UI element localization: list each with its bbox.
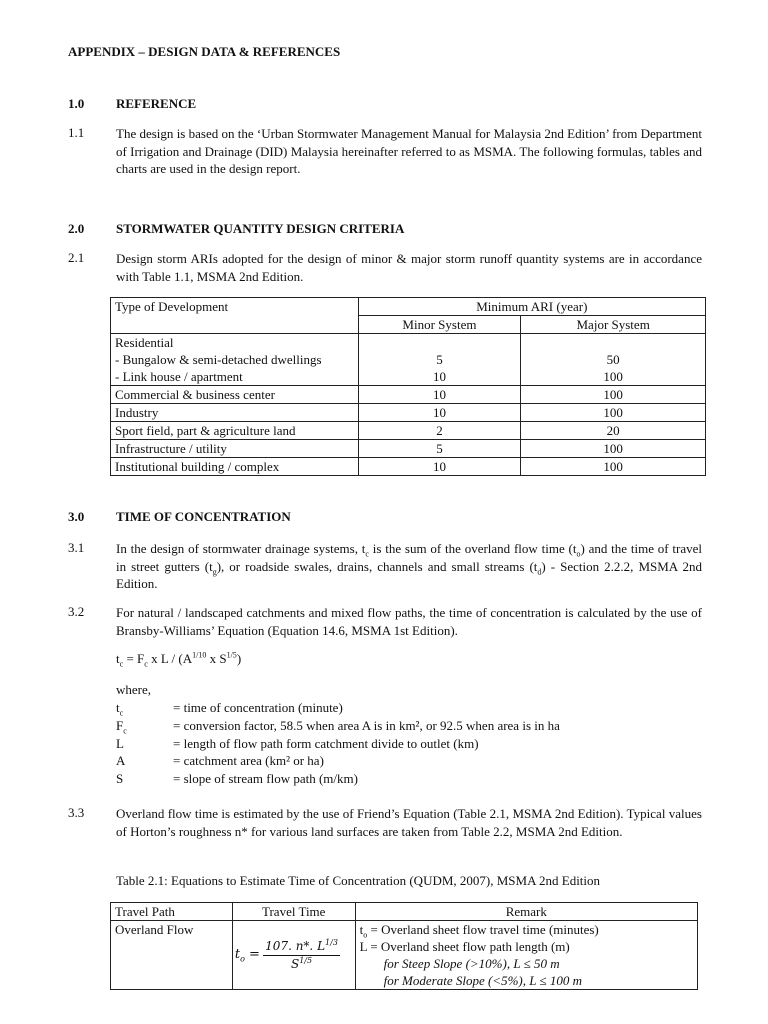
table-cell: - Link house / apartment [115, 369, 243, 384]
t2-remark-3: for Steep Slope (>10%), L ≤ 50 m [383, 956, 560, 971]
table-cell: 20 [521, 422, 706, 440]
para-1-1: The design is based on the ‘Urban Stormwater Management Manual for Malaysia 2nd Edition’ from Department of Irrigation and Drainage (DID) Malaysia hereinafter referred to as MSMA. The following formulas, tables and charts are used in the design report. [116, 126, 702, 176]
table-cell: 50 [606, 352, 620, 367]
para-1-1-number: 1.1 [68, 125, 85, 140]
table-cell: 10 [358, 458, 521, 476]
definition-item: L = length of flow path form catchment divide to outlet (km) [116, 735, 479, 751]
para-3-3-number: 3.3 [68, 805, 85, 820]
table-cell: Institutional building / complex [111, 458, 359, 476]
ari-header-major: Major System [521, 316, 706, 334]
definition-item: $t_c$ = time of concentration (minute) [116, 700, 343, 718]
ari-header-type: Type of Development [111, 298, 359, 334]
travel-time-table [110, 902, 698, 990]
table-cell: Commercial & business center [111, 386, 359, 404]
ari-table [110, 297, 706, 476]
section-1-heading: REFERENCE [116, 96, 197, 111]
section-3-number: 3.0 [68, 509, 85, 524]
para-3-1: In the design of stormwater drainage systems, $t_c$ is the sum of the overland flow time $(t_o)$ and the time of travel in street gutters $(t_g)$, or roadside swales, drains, channels and small streams $(t_d)$ - Section 2.2.2, MSMA 2nd Edition. [116, 541, 702, 591]
table-row [111, 921, 698, 990]
page-title: APPENDIX – DESIGN DATA & REFERENCES [68, 44, 341, 59]
section-1-number: 1.0 [68, 96, 85, 111]
t2-path: Overland Flow [111, 921, 233, 990]
para-3-1-number: 3.1 [68, 540, 85, 555]
table-cell: 100 [603, 369, 623, 384]
table-cell: Sport field, part & agriculture land [111, 422, 359, 440]
t2-remark-1: $t_o$ = Overland sheet flow travel time (minutes) [359, 922, 599, 940]
table-row [111, 404, 706, 422]
table-cell: 100 [521, 386, 706, 404]
table-cell: Infrastructure / utility [111, 440, 359, 458]
ari-header-minor: Minor System [358, 316, 521, 334]
table-cell: 100 [521, 458, 706, 476]
ari-header-min: Minimum ARI (year) [358, 298, 705, 316]
table-row [111, 386, 706, 404]
where-label: where, [116, 682, 152, 697]
table-cell: - Bungalow & semi-detached dwellings [115, 352, 322, 367]
table-cell: 10 [358, 404, 521, 422]
para-3-2: For natural / landscaped catchments and mixed flow paths, the time of concentration is calculated by the use of Bransby-Williams’ Equation (Equation 14.6, MSMA 1st Edition). [116, 605, 702, 638]
ari-residential-label: Residential [115, 335, 174, 350]
table-row [111, 440, 706, 458]
section-3-heading: TIME OF CONCENTRATION [116, 509, 291, 524]
para-3-3: Overland flow time is estimated by the use of Friend’s Equation (Table 2.1, MSMA 2nd Edition). Typical values of Horton’s roughness n* for various land surfaces are taken from Table 2.2, MSMA 2nd Edition. [116, 806, 702, 839]
table-cell: 100 [521, 440, 706, 458]
table-cell: 5 [436, 352, 443, 367]
table-row [111, 334, 706, 386]
t2-header-time: Travel Time [232, 903, 355, 921]
table-cell: 10 [432, 369, 446, 384]
table-row [111, 422, 706, 440]
definition-item: S = slope of stream flow path (m/km) [116, 771, 358, 787]
table-2-1-caption: Table 2.1: Equations to Estimate Time of Concentration (QUDM, 2007), MSMA 2nd Edition [116, 873, 601, 888]
para-3-2-number: 3.2 [68, 604, 85, 619]
table-cell: 5 [358, 440, 521, 458]
t2-header-remark: Remark [355, 903, 697, 921]
t2-remark-2: L = Overland sheet flow path length (m) [359, 939, 570, 954]
definition-item: $F_c$ = conversion factor, 58.5 when area A is in km², or 92.5 when area is in ha [116, 717, 560, 736]
bransby-williams-equation: $t_c = F_c$ x L / ($A^{1/10}$ x $S^{1/5}$) [116, 650, 242, 669]
variable-definitions [116, 699, 560, 788]
section-2-heading: STORMWATER QUANTITY DESIGN CRITERIA [116, 221, 405, 236]
t2-header-path: Travel Path [111, 903, 233, 921]
definition-item: A = catchment area (km² or ha) [116, 753, 324, 769]
table-row [111, 458, 706, 476]
para-2-1-number: 2.1 [68, 250, 85, 265]
section-2-number: 2.0 [68, 221, 85, 236]
table-cell: 2 [358, 422, 521, 440]
table-cell: 100 [521, 404, 706, 422]
table-cell: Industry [111, 404, 359, 422]
para-2-1: Design storm ARIs adopted for the design of minor & major storm runoff quantity systems are in accordance with Table 1.1, MSMA 2nd Edition. [116, 251, 702, 284]
t2-remark-4: for Moderate Slope (<5%), L ≤ 100 m [383, 973, 582, 988]
friends-equation: $t_o$ = $\frac{107. n*. L^{1/3}}{S^{1/5}}$ [232, 921, 355, 990]
table-cell: 10 [358, 386, 521, 404]
